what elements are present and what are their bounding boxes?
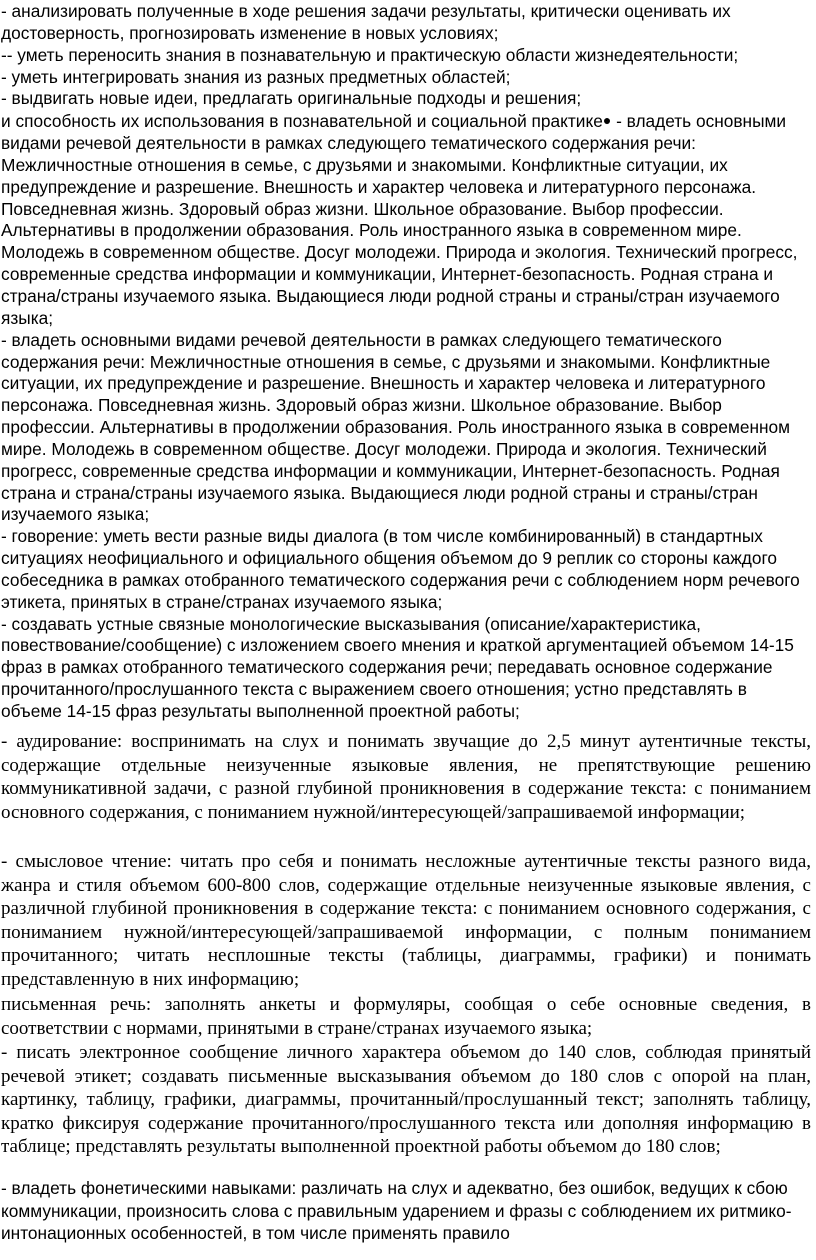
item-transfer-knowledge: -- уметь переносить знания в познавательную и практическую области жизнедеятельности; (1, 44, 739, 65)
item-speech-activity-2: - владеть основными видами речевой деятельности в рамках следующего тематического содержания речи: Межличностные отношения в семье, с друзьями и знакомыми. Конфликтные ситуации, их предупреждение и разрешение. Внешность и характер человека и литературного персонажа. Повседневная жизнь. Здоровый образ жизни. Школьное образование. Выбор профессии. Альтернативы в продолжении образования. Роль иностранного языка в современном мире. Молодежь в современном обществе. Досуг молодежи. Природа и экология. Технический прогресс, современные средства информации и коммуникации, Интернет-безопасность. Родная страна и страна/страны изучаемого языка. Выдающиеся люди родной страны и страны/стран изучаемого языка; (1, 329, 791, 525)
item-speaking: - говорение: уметь вести разные виды диалога (в том числе комбинированный) в стандартных ситуациях неофициального и официального общения объемом до 9 реплик со стороны каждого собеседника в рамках отобранного тематического содержания речи с соблюдением норм речевого этикета, принятых в стране/странах изучаемого языка; (1, 526, 800, 612)
item-monologue: - создавать устные связные монологические высказывания (описание/характеристика, повествование/сообщение) с изложением своего мнения и краткой аргументацией объемом 14-15 фраз в рамках отобранного тематического содержания речи; передавать основное содержание прочитанного/прослушанного текста с выражением своего отношения; устно представлять в объеме 14-15 фраз результаты выполненной проектной работы; (1, 613, 794, 721)
item-email-writing: - писать электронное сообщение личного характера объемом до 140 слов, соблюдая принятый речевой этикет; создавать письменные высказывания объемом до 180 слов с опорой на план, картинку, таблицу, графики, диаграммы, прочитанный/прослушанный текст; заполнять таблицу, кратко фиксируя содержание прочитанного/прослушанного текста или дополняя информацию в таблице; представлять результаты выполненной проектной работы объемом до 180 слов; (1, 1042, 811, 1158)
competencies-arial-block (1, 1, 811, 723)
item-new-ideas: - выдвигать новые идеи, предлагать оригинальные подходы и решения; (1, 88, 582, 109)
item-reading: - смысловое чтение: читать про себя и понимать несложные аутентичные тексты разного вида, жанра и стиля объемом 600-800 слов, содержащие отдельные неизученные языковые явления, с различной глубиной проникновения в содержание текста: с пониманием основного содержания, с пониманием нужной/интересующей/запрашиваемой информации, с полным пониманием прочитанного; читать несплошные тексты (таблицы, диаграммы, графики) и понимать представленную в них информацию; (1, 851, 811, 990)
item-integrate-knowledge: - уметь интегрировать знания из разных предметных областей; (1, 66, 511, 87)
item-speech-activity-1: - владеть основными видами речевой деятельности в рамках следующего тематического содержания речи: Межличностные отношения в семье, с друзьями и знакомыми. Конфликтные ситуации, их предупреждение и разрешение. Внешность и характер человека и литературного персонажа. Повседневная жизнь. Здоровый образ жизни. Школьное образование. Выбор профессии. Альтернативы в продолжении образования. Роль иностранного языка в современном мире. Молодежь в современном обществе. Досуг молодежи. Природа и экология. Технический прогресс, современные средства информации и коммуникации, Интернет-безопасность. Родная страна и страна/страны изучаемого языка. Выдающиеся люди родной страны и страны/стран изучаемого языка; (1, 111, 798, 328)
item-listening: - аудирование: воспринимать на слух и понимать звучащие до 2,5 минут аутентичные тексты, содержащие отдельные неизученные языковые явления, не препятствующие решению коммуникативной задачи, с разной глубиной проникновения в содержание текста: с пониманием основного содержания, с пониманием нужной/интересующей/запрашиваемой информации; (1, 731, 811, 823)
item-practice-usage: и способность их использования в познавательной и социальной практике (1, 111, 603, 132)
item-analyze-results: - анализировать полученные в ходе решения задачи результаты, критически оценивать их достоверность, прогнозировать изменение в новых условиях; (1, 1, 731, 43)
bullet-icon: ● (602, 112, 612, 129)
item-phonetics: - владеть фонетическими навыками: различать на слух и адекватно, без ошибок, ведущих к сбою коммуникации, произносить слова с правильным ударением и фразы с соблюдением их ритмико-интонационных особенностей, в том числе применять правило (1, 1178, 792, 1243)
item-writing: письменная речь: заполнять анкеты и формуляры, сообщая о себе основные сведения, в соответствии с нормами, принятыми в стране/странах изучаемого языка; (1, 994, 811, 1039)
